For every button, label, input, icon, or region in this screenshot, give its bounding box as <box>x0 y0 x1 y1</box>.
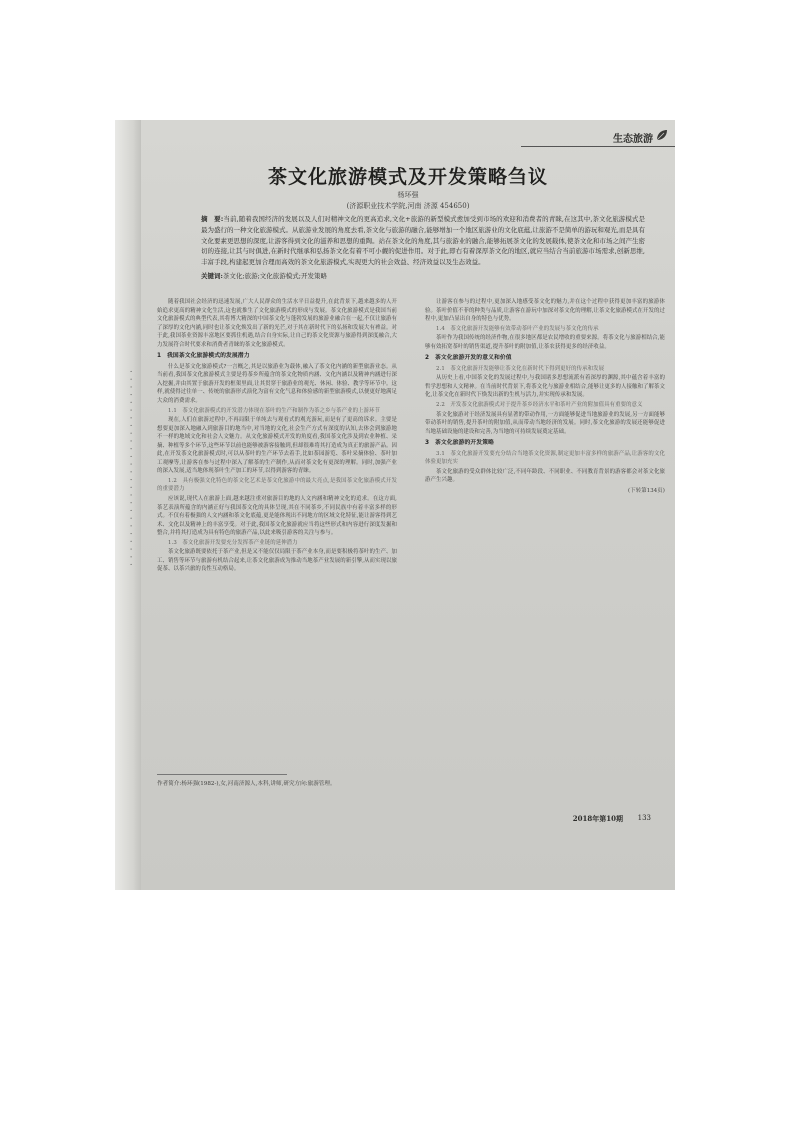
subsection-heading: 2.2 开发茶文化旅游模式对于提升茶乡经济水平和茶叶产业的附加值具有重要的意义 <box>436 402 643 409</box>
section-heading: 3 茶文化旅游的开发策略 <box>425 440 494 447</box>
body-paragraph: 从历史上看,中国茶文化的发展过程中,与我国诸多思想流派有着深厚的渊源,其中蕴含着丰富的哲学思想和人文精神。在当前时代背景下,将茶文化与旅游业相结合,能够让更多的人接触和了解茶文化,让茶文化在新时代下焕发出新的生机与活力,并实现传承和发展。 <box>425 375 665 399</box>
subsection-heading: 3.1 茶文化旅游开发要充分结合当地茶文化资源,制定更加丰富多样的旅游产品,让游客的文化体验更加充实 <box>425 450 665 466</box>
body-paragraph: 茶文化旅游既要依托于茶产业,但是又不能仅仅局限于茶产业本身,而是要积极将茶叶的生产、加工、销售等环节与旅游有机结合起来,让茶文化旅游成为推动当地茶产业发展的新引擎,从而实现以旅促茶、以茶兴旅的良性互动格局。 <box>157 549 397 573</box>
journal-page <box>141 120 675 890</box>
leaf-icon <box>655 128 669 142</box>
continued-note: (下转第134页) <box>628 487 665 494</box>
abstract-text: 当前,随着我国经济的发展以及人们对精神文化的更高追求,文化+旅游的新型模式愈加受到市场的欢迎和消费者的青睐,在这其中,茶文化旅游模式是最为盛行的一种文化旅游模式。从旅游业发展的角度去看,茶文化与旅游的融合,能够增加一个地区旅游业的文化底蕴,让旅游不是简单的游玩和观光,而是具有文化要素更思想的深度,让游客得到文化的滋养和思想的重陶。站在茶文化的角度,其与旅游业的融合,能够拓展茶文化的发展载体,使茶文化和市场之间产生密切的连接,让其与时俱进,在新时代继承和弘扬茶文化有着不可小觑的促进作用。对于此,即右有着深厚茶文化的地区,就应当结合当前旅游市场需求,创新思维,丰富手段,构建起更加合理而高效的茶文化旅游模式,实现更大的社会效益、经济效益以及生态效益。 <box>201 215 645 267</box>
body-paragraph: 茶叶作为我国传统的经济作物,在很多地区都是农民增收的重要来源。将茶文化与旅游相结合,能够有效拓宽茶叶的销售渠道,提升茶叶的附加值,让茶农获得更多的经济收益。 <box>425 335 665 350</box>
page-number: 133 <box>637 814 651 822</box>
abstract-label: 摘 要: <box>201 215 224 223</box>
keywords-text: 茶文化;旅游;文化旅游模式;开发策略 <box>222 272 327 280</box>
section-tag: 生态旅游 <box>613 134 653 145</box>
body-paragraph: 茶文化旅游对于经济发展具有显著的带动作用,一方面能够促进当地旅游业的发展,另一方面能够带动茶叶的销售,提升茶叶的附加值,从而带动当地经济的发展。同时,茶文化旅游的发展还能够促进当地基础设施的建设和完善,为当地的可持续发展奠定基础。 <box>425 411 665 435</box>
abstract <box>201 214 645 268</box>
subsection-heading: 1.4 茶文化旅游开发能够有效带动茶叶产业的发展与茶文化的传承 <box>436 325 599 332</box>
footnote-rule <box>157 774 287 775</box>
issue-label: 2018年第10期 <box>572 814 623 823</box>
header-rule <box>521 146 675 147</box>
subsection-heading: 2.1 茶文化旅游开发能够让茶文化在新时代下得到更好的传承和发展 <box>436 365 605 372</box>
body-paragraph: 什么是茶文化旅游模式?一言概之,其是以旅游业为载体,融入了茶文化内涵的新型旅游业态。从当前看,我国茶文化旅游模式主要是将茶乡所蕴含的茶文化物质内涵、文化内涵以及精神内涵进行深入挖掘,并由其置于旅游开发的框架里面,让其贯穿于旅游业的观光、休闲、体验、教学等环节中。这样,就使得过往单一、传统的旅游形式演化为富有文化气息和体验感的新型旅游模式,以便更好地满足大众的消费需求。 <box>157 363 397 405</box>
body-paragraph: 随着我国社会经济的迅速发展,广大人民群众的生活水平日益提升,在此背景下,越来越多的人开始追求更高的精神文化生活,这也就推生了文化旅游模式的形成与发展。茶文化旅游模式是我国当前文化旅游模式的典型代表,其将博大精深的中国茶文化与蓬勃发展的旅游业融合在一起,不仅让旅游有了深厚的文化内涵,同时也让茶文化焕发出了新的光芒,对于其在新时代下的弘扬和发展大有裨益。对于此,我国茶业资源丰富地区要抓住机遇,结合自身实际,让自己的茶文化资源与旅游得到深度融合,大力发展符合时代要求和消费者青睐的茶文化旅游模式。 <box>157 299 397 348</box>
adjacent-page-edge <box>115 120 141 890</box>
document-photo <box>115 120 675 890</box>
subsection-heading: 1.3 茶文化旅游开发要充分发挥茶产业链的延伸潜力 <box>168 539 298 546</box>
body-column-left <box>157 298 397 575</box>
body-paragraph: 应该说,现代人在旅游上面,越来越注重对旅游目的地的人文内涵和精神文化的追求。在这方面,茶艺表演所蕴含的内涵正好与我国茶文化的具体呈现,其在不同茶乡,不同民族中有着丰富多样的形式。不仅有着极强的人文内涵和茶文化底蕴,更是能体现出不同地方的区域文化特征,能让游客得到艺术、文化以及精神上的丰富享受。对于此,我国茶文化旅游就应当将这些形式和内容进行深度发掘和整合,并将其打造成为具有特色的旅游产品,以此来吸引游客的关注与参与。 <box>157 496 397 537</box>
keywords <box>201 271 645 280</box>
subsection-heading: 1.1 茶文化旅游模式的开发潜力体现在茶叶的生产和制作为茶之乡与茶产业的上游环节 <box>168 407 381 414</box>
article-title: 茶文化旅游模式及开发策略刍议 <box>267 166 548 188</box>
article-author: 杨环强 <box>397 191 419 199</box>
body-paragraph: 茶文化旅游的受众群体比较广泛,不同年龄段、不同职业、不同教育背景的游客都会对茶文化旅游产生兴趣。 <box>425 468 665 484</box>
adjacent-page-text: · · · · · · · · · · · · · · · · · · · · · · · · · · <box>125 370 135 567</box>
subsection-heading: 1.2 具有极强文化特色的茶文化艺术是茶文化旅游中的最大亮点,是我国茶文化旅游模式开发的重要潜力 <box>157 477 397 493</box>
keywords-label: 关键词: <box>201 272 223 280</box>
author-footnote: 作者简介:杨环强(1982-),女,河南济源人,本科,讲师,研究方向:旅游管理。 <box>157 781 336 787</box>
body-paragraph: 让游客在参与的过程中,更加深入地感受茶文化的魅力,并在这个过程中获得更加丰富的旅游体验。茶叶价值不菲的种类与品质,让游客在游玩中加深对茶文化的理解,让茶文化旅游模式在开发的过程中,更加凸显出自身的特色与优势。 <box>425 299 665 323</box>
body-paragraph: 现在,人们在旅游过程中,不再局限于单纯去与观看式的观光游玩,而是有了更高的诉求。主要是想要更加深入地融入到旅游目的地当中,对当地的文化,社会生产方式有深度的认知,去体会到旅游地不一样的地域文化和社会人文魅力。从文化旅游模式开发的角度看,我国茶文化涉及到农业种植、采摘、种植等多个环节,这些环节以前也能够被游客接触到,但却很难将其打造成为真正的旅游产品。因此,在开发茶文化旅游模式时,可以从茶叶的生产环节去着手,比如茶园游览、茶叶采摘体验、茶叶加工观摩等,让游客在参与过程中深入了解茶的生产制作,从而对茶文化有更深的理解。同时,加强产业的深入发展,适当地体现茶叶生产加工的环节,以得到游客的青睐。 <box>157 417 397 475</box>
section-heading: 2 茶文化旅游开发的意义和价值 <box>425 355 512 362</box>
section-heading: 1 我国茶文化旅游模式的发展潜力 <box>157 353 250 360</box>
article-affiliation: (济源职业技术学院,河南 济源 454650) <box>346 202 470 210</box>
body-column-right <box>425 298 665 495</box>
